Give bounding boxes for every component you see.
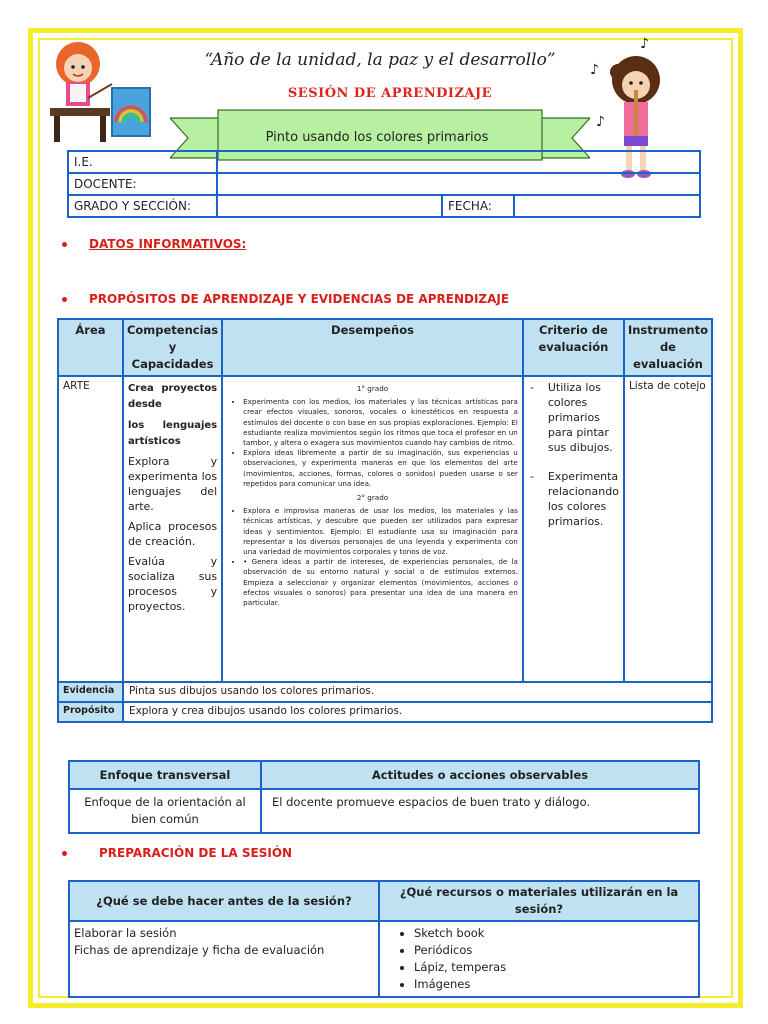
proposito-text: Explora y crea dibujos usando los colores primarios. <box>123 702 712 722</box>
bullet-dot <box>62 851 67 856</box>
ie-label: I.E. <box>68 151 217 173</box>
criterio-item: - Utiliza los colores primarios para pintar sus dibujos. <box>548 380 619 455</box>
motto: “Año de la unidad, la paz y el desarrollo” <box>204 50 556 70</box>
bullet-dot <box>62 242 67 247</box>
header-area: Área <box>58 319 123 376</box>
section-datos <box>62 237 246 251</box>
prep-before-header: ¿Qué se debe hacer antes de la sesión? <box>69 881 379 921</box>
header-desempenos: Desempeños <box>222 319 523 376</box>
ie-field <box>217 151 700 173</box>
svg-text:♪: ♪ <box>596 114 605 130</box>
fecha-field <box>514 195 700 217</box>
competencia-title-1: Crea proyectos desde <box>127 383 218 410</box>
preparacion-table <box>68 880 700 998</box>
capacidad-1: Explora y experimenta los lenguajes del arte. <box>127 455 218 513</box>
criterio-item: - Experimenta relacionando los colores primarios. <box>548 469 619 529</box>
capacidad-2: Aplica procesos de creación. <box>127 520 218 548</box>
actitudes-header: Actitudes o acciones observables <box>261 761 699 789</box>
prep-materials-header: ¿Qué recursos o materiales utilizarán en la sesión? <box>379 881 699 921</box>
session-title: SESIÓN DE APRENDIZAJE <box>287 86 493 101</box>
area-cell: ARTE <box>58 376 123 682</box>
grade-1-item: • Explora ideas libremente a partir de su imaginación, sus experiencias u observaciones, y experimenta maneras en que los elementos del arte (movimientos, acciones, formas, colores o sonidos) pueden usarse o ser repetidos para comunicar una idea. <box>243 448 518 489</box>
grade-1-item: • Experimenta con los medios, los materiales y las técnicas artísticas para crear efectos visuales, sonoros, vocales o kinestéticos en respuesta a estímulos del docente o con base en sus propias exploraciones. Ejemplo: El estudiante realiza movimientos según los ritmos que toca el profesor en un tambor, y altera o exagera sus movimientos cuando hay cambios de ritmo. <box>243 397 518 448</box>
header-competencias: Competencias y Capacidades <box>123 319 222 376</box>
competencia-title-2: los lenguajes artísticos <box>127 420 218 447</box>
header-criterio: Criterio de evaluación <box>523 319 624 376</box>
header-instrumento: Instrumento de evaluación <box>624 319 712 376</box>
enfoque-table <box>68 760 700 834</box>
propositos-table <box>57 318 713 723</box>
criterio-cell <box>523 376 624 682</box>
evidencia-text: Pinta sus dibujos usando los colores primarios. <box>123 682 712 702</box>
prep-before-cell <box>69 921 379 997</box>
capacidad-3: Evalúa y socializa sus procesos y proyectos. <box>127 555 218 613</box>
docente-field <box>217 173 700 195</box>
info-table <box>67 150 701 218</box>
section-propositos-label: PROPÓSITOS DE APRENDIZAJE Y EVIDENCIAS DE APRENDIZAJE <box>89 292 510 306</box>
fecha-label: FECHA: <box>442 195 514 217</box>
grade-2-item: • • Genera ideas a partir de intereses, de experiencias personales, de la observación de su entorno natural y social o de estímulos externos. Empieza a seleccionar y organizar elementos (movimientos, acciones o efectos visuales o sonoros) para presentar una idea de una manera en particular. <box>243 557 518 608</box>
material-item: • Periódicos <box>414 942 694 959</box>
section-propositos <box>62 292 509 306</box>
actitud-value: El docente promueve espacios de buen trato y diálogo. <box>261 789 699 833</box>
instrumento-cell: Lista de cotejo <box>624 376 712 682</box>
prep-before-item: Fichas de aprendizaje y ficha de evaluación <box>74 943 325 957</box>
material-item: • Sketch book <box>414 925 694 942</box>
grade-2-label: 2° grado <box>356 493 389 503</box>
material-item: • Imágenes <box>414 976 694 993</box>
grado-field <box>217 195 442 217</box>
svg-text:♪: ♪ <box>590 62 599 78</box>
svg-text:♪: ♪ <box>640 36 649 52</box>
prep-materials-cell <box>379 921 699 997</box>
desempenos-cell <box>222 376 523 682</box>
section-preparacion <box>62 846 292 860</box>
girl-painting-illustration <box>40 36 155 146</box>
grade-2-item: • Explora e improvisa maneras de usar los medios, los materiales y las técnicas artísticas, y descubre que pueden ser utilizados para expresar ideas y sentimientos. Ejemplo: El estudiante usa su imaginación para representar a los diversos personajes de una leyenda y experimenta con una variedad de movimientos corporales y tonos de voz. <box>243 506 518 557</box>
enfoque-header: Enfoque transversal <box>69 761 261 789</box>
proposito-label: Propósito <box>58 702 123 722</box>
banner-title: Pinto usando los colores primarios <box>265 130 489 145</box>
competencias-cell <box>123 376 222 682</box>
prep-before-item: Elaborar la sesión <box>74 926 177 940</box>
grado-label: GRADO Y SECCIÓN: <box>68 195 217 217</box>
evidencia-label: Evidencia <box>58 682 123 702</box>
grade-1-label: 1° grado <box>356 384 389 393</box>
docente-label: DOCENTE: <box>68 173 217 195</box>
section-preparacion-label: PREPARACIÓN DE LA SESIÓN <box>99 846 293 860</box>
section-datos-label: DATOS INFORMATIVOS: <box>89 237 247 251</box>
material-item: • Lápiz, temperas <box>414 959 694 976</box>
bullet-dot <box>62 297 67 302</box>
enfoque-value: Enfoque de la orientación al bien común <box>69 789 261 833</box>
